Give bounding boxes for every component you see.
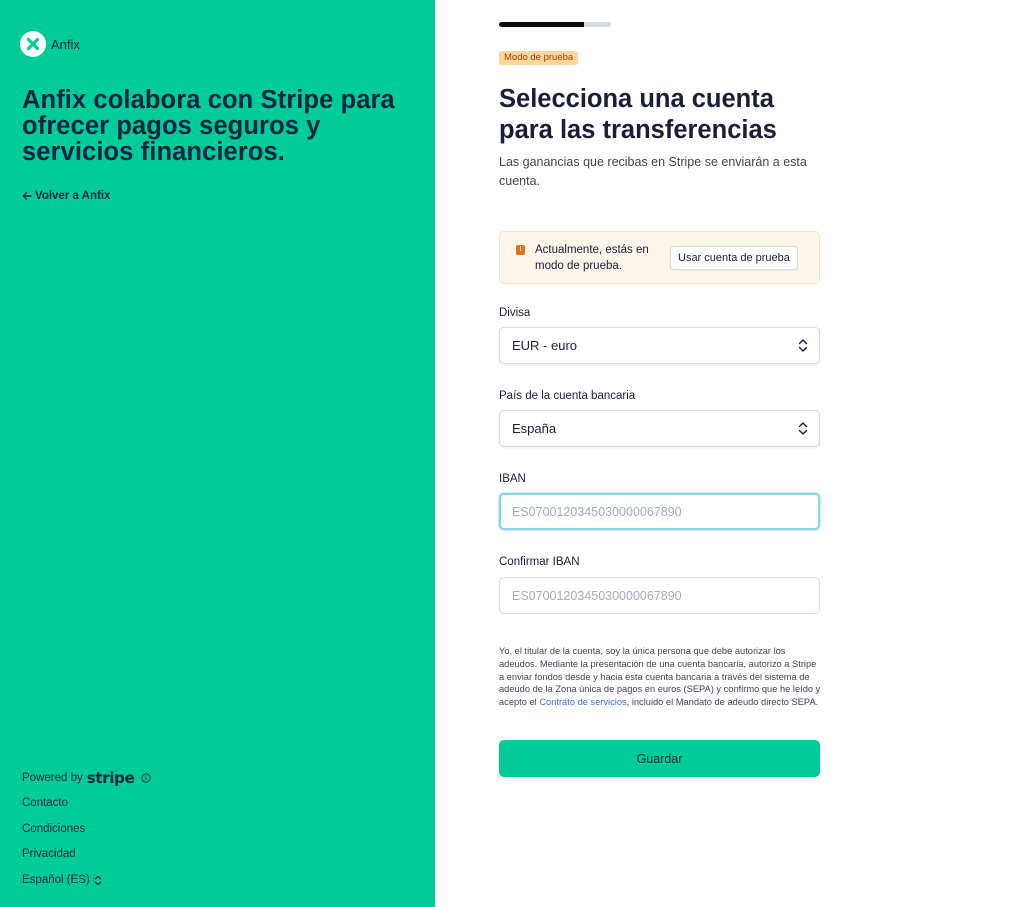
- language-label: Español (ES): [22, 874, 90, 886]
- stripe-logo: stripe: [86, 769, 135, 787]
- test-mode-notice: [499, 231, 820, 284]
- brand-name: Anfix: [51, 36, 80, 52]
- language-selector[interactable]: [22, 874, 102, 886]
- save-button[interactable]: Guardar: [499, 740, 820, 777]
- page-subtitle: Las ganancias que recibas en Stripe se enviarán a esta cuenta.: [499, 155, 807, 188]
- notice-text: Actualmente, estás en modo de prueba.: [535, 244, 649, 272]
- services-agreement-link[interactable]: Contrato de servicios: [539, 697, 627, 708]
- powered-by-label: Powered by: [22, 772, 83, 784]
- chevron-up-down-icon: [798, 338, 808, 353]
- progress-bar: [499, 22, 611, 27]
- headline: Anfix colabora con Stripe para ofrecer pagos seguros y servicios financieros.: [22, 86, 395, 166]
- page-title: Selecciona una cuenta para las transferencias: [499, 85, 777, 144]
- chevron-up-down-icon: [94, 875, 102, 886]
- test-mode-badge: Modo de prueba: [499, 51, 578, 65]
- branding-panel: [0, 0, 435, 907]
- arrow-left-icon: [22, 191, 32, 201]
- country-label: País de la cuenta bancaria: [499, 390, 636, 402]
- anfix-logo-icon: [20, 31, 46, 57]
- iban-input[interactable]: [499, 493, 820, 530]
- confirm-iban-label: Confirmar IBAN: [499, 556, 580, 568]
- terms-link[interactable]: Condiciones: [22, 823, 86, 835]
- privacy-link[interactable]: Privacidad: [22, 848, 76, 860]
- brand: [20, 31, 80, 57]
- currency-select[interactable]: [499, 327, 820, 364]
- back-link[interactable]: [22, 190, 110, 202]
- country-value: España: [512, 421, 557, 436]
- country-select[interactable]: [499, 410, 820, 447]
- legal-text-before: Yo, el titular de la cuenta, soy la única persona que debe autorizar los adeudos. Mediante la presentación de una cuenta bancaria, autorizo a Stripe a enviar fondos desde y hacia esta cuenta bancaria a través del sistema de adeudo de la Zona única de pagos en euros (SEPA) y confirmo que he leído y acepto el: [499, 646, 821, 708]
- chevron-up-down-icon: [798, 421, 808, 436]
- use-test-account-button[interactable]: Usar cuenta de prueba: [670, 246, 798, 270]
- warning-icon: !: [516, 245, 525, 255]
- powered-by-stripe[interactable]: [22, 769, 151, 787]
- progress-fill: [499, 22, 584, 27]
- back-link-label: Volver a Anfix: [35, 190, 111, 202]
- currency-value: EUR - euro: [512, 338, 578, 353]
- legal-text: [499, 645, 821, 709]
- info-icon[interactable]: [141, 773, 151, 783]
- legal-text-after: , incluido el Mandato de adeudo directo SEPA.: [626, 697, 819, 708]
- confirm-iban-input[interactable]: [499, 577, 820, 614]
- contact-link[interactable]: Contacto: [22, 797, 69, 809]
- iban-label: IBAN: [499, 473, 526, 485]
- currency-label: Divisa: [499, 307, 531, 319]
